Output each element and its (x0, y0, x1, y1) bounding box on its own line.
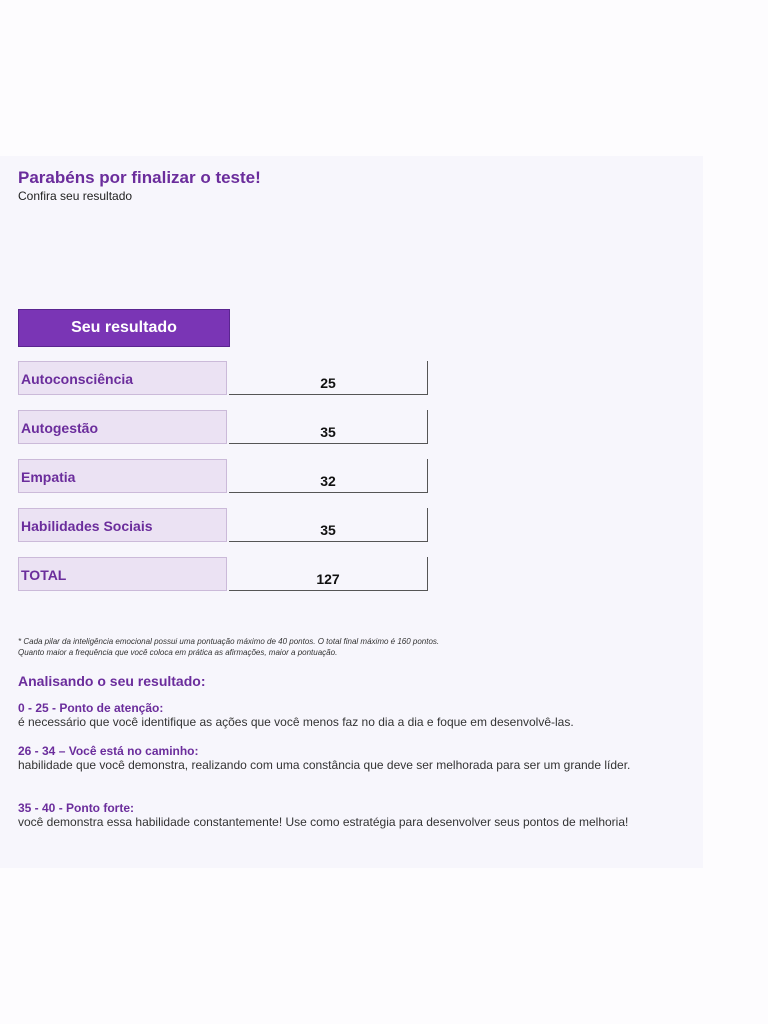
footnote-line: Quanto maior a frequência que você coloca em prática as afirmações, maior a pontuação. (18, 648, 338, 657)
score-value: 127 (229, 557, 428, 591)
range-heading: 35 - 40 - Ponto forte: (18, 801, 135, 815)
score-value: 25 (229, 361, 428, 395)
analysis-title: Analisando o seu resultado: (18, 673, 206, 689)
range-item (18, 701, 678, 729)
score-value: 35 (229, 410, 428, 444)
score-value: 32 (229, 459, 428, 493)
score-row-total (18, 557, 428, 591)
score-row-empatia (18, 459, 428, 493)
range-item (18, 744, 678, 772)
score-value: 35 (229, 508, 428, 542)
score-row-habilidades-sociais (18, 508, 428, 542)
score-label: Empatia (18, 459, 227, 493)
score-row-autoconsciencia (18, 361, 428, 395)
range-item (18, 801, 678, 829)
range-description: é necessário que você identifique as ações que você menos faz no dia a dia e foque em desenvolvê-las. (18, 715, 574, 729)
range-description: você demonstra essa habilidade constantemente! Use como estratégia para desenvolver seus pontos de melhoria! (18, 815, 629, 829)
score-label: Autoconsciência (18, 361, 227, 395)
page-title: Parabéns por finalizar o teste! (18, 168, 261, 187)
results-header: Seu resultado (18, 309, 230, 347)
range-heading: 0 - 25 - Ponto de atenção: (18, 701, 164, 715)
score-label: Habilidades Sociais (18, 508, 227, 542)
footnote (18, 636, 439, 658)
score-label: Autogestão (18, 410, 227, 444)
range-heading: 26 - 34 – Você está no caminho: (18, 744, 199, 758)
score-label: TOTAL (18, 557, 227, 591)
footnote-line: * Cada pilar da inteligência emocional possui uma pontuação máximo de 40 pontos. O total final máximo é 160 pontos. (18, 637, 440, 646)
range-description: habilidade que você demonstra, realizando com uma constância que deve ser melhorada para ser um grande líder. (18, 758, 631, 772)
page-subtitle: Confira seu resultado (18, 189, 133, 203)
score-row-autogestao (18, 410, 428, 444)
